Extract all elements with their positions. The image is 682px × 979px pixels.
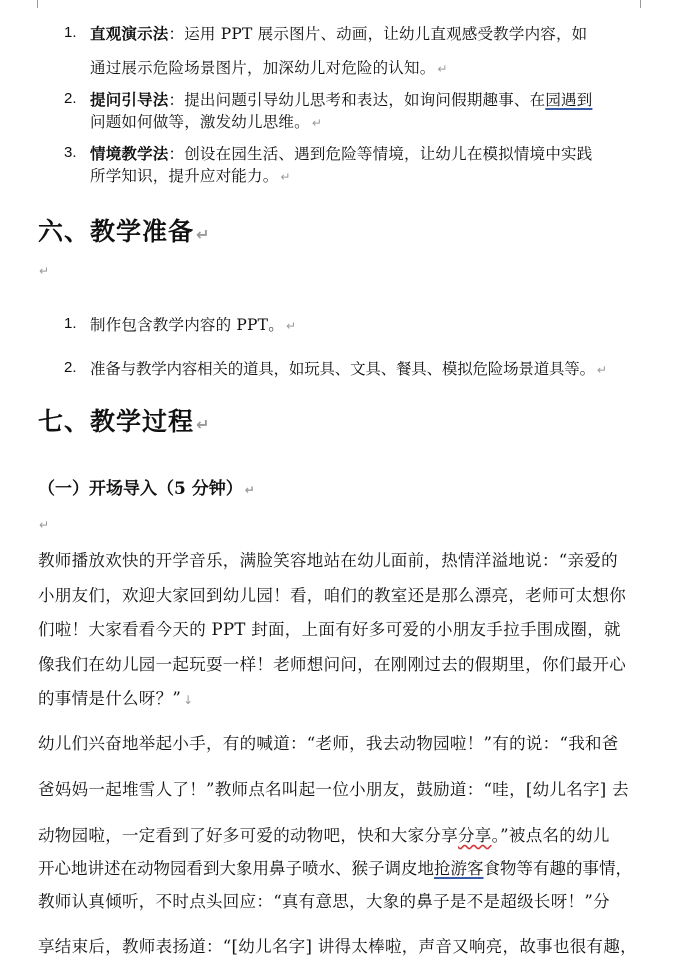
list-number: 1. xyxy=(64,24,77,41)
section-heading: 六、教学准备 ↵ xyxy=(38,217,211,246)
method-name: 情境教学法 xyxy=(90,144,169,163)
body-text-line: 像我们在幼儿园一起玩耍一样！老师想问问，在刚刚过去的假期里，你们最开心 xyxy=(38,655,626,674)
section-heading: 七、教学过程 ↵ xyxy=(38,407,211,436)
method-desc-cont: 通过展示危险场景图片，加深幼儿对危险的认知。 xyxy=(90,59,436,77)
paragraph-mark: ↵ xyxy=(280,170,291,184)
body-text-line: 们啦！大家看看今天的 PPT 封面，上面有好多可爱的小朋友手拉手围成圈，就 xyxy=(38,620,621,639)
body-text-line: 教师播放欢快的开学音乐，满脸笑容地站在幼儿面前，热情洋溢地说：“亲爱的 xyxy=(38,551,618,570)
subsection-heading: （一）开场导入（5 分钟） ↵ xyxy=(38,479,255,499)
body-text-line: 享结束后，教师表扬道：“[幼儿名字] 讲得太棒啦，声音又响亮，故事也很有趣， xyxy=(38,937,637,956)
method-desc-cont: 所学知识，提升应对能力。 xyxy=(90,167,279,185)
paragraph-mark: ↵ xyxy=(244,483,255,497)
paragraph-mark: ↵ xyxy=(437,62,448,76)
list-number: 3. xyxy=(64,144,77,161)
crop-mark-right xyxy=(640,0,641,8)
empty-paragraph: ↵ xyxy=(39,264,50,278)
paragraph-mark: ↵ xyxy=(311,116,323,130)
list-number: 2. xyxy=(64,90,77,107)
body-text-line: 的事情是什么呀？” ↓ xyxy=(38,689,194,708)
method-desc: ：运用 PPT 展示图片、动画，让幼儿直观感受教学内容，如 xyxy=(168,25,588,43)
method-desc: ：创设在园生活、遇到危险等情境，让幼儿在模拟情境中实践 xyxy=(168,145,593,163)
method-name: 直观演示法 xyxy=(90,24,169,43)
list-text: 准备与教学内容相关的道具，如玩具、文具、餐具、模拟危险场景道具等。 xyxy=(90,360,595,378)
line-break-mark: ↓ xyxy=(183,693,194,707)
crop-mark-left xyxy=(37,0,38,8)
body-text-line: 动物园啦，一定看到了好多可爱的动物吧，快和大家分享分享。”被点名的幼儿 xyxy=(38,826,610,845)
grammar-flag: 抢游客 xyxy=(434,859,484,878)
body-text-line: 小朋友们，欢迎大家回到幼儿园！看，咱们的教室还是那么漂亮，老师可太想你 xyxy=(38,586,626,605)
paragraph-mark: ↵ xyxy=(196,225,211,244)
paragraph-mark: ↵ xyxy=(285,319,297,333)
body-text-line: 幼儿们兴奋地举起小手，有的喊道：“老师，我去动物园啦！”有的说：“我和爸 xyxy=(38,734,619,753)
list-number: 1. xyxy=(64,315,77,332)
method-desc: ：提出问题引导幼儿思考和表达，如询问假期趣事、在 xyxy=(168,91,546,109)
list-number: 2. xyxy=(64,359,77,376)
spelling-flag: 分享 xyxy=(458,826,492,845)
paragraph-mark: ↵ xyxy=(196,415,211,434)
list-text: 制作包含教学内容的 PPT。 xyxy=(90,316,284,334)
method-name: 提问引导法 xyxy=(90,90,169,109)
method-desc-cont: 问题如何做等，激发幼儿思维。 xyxy=(90,113,310,131)
grammar-flag: 园遇到 xyxy=(545,91,593,109)
body-text-line: 教师认真倾听，不时点头回应：“真有意思，大象的鼻子是不是超级长呀！”分 xyxy=(38,892,610,911)
empty-paragraph: ↵ xyxy=(39,518,50,532)
body-text-line: 爸妈妈一起堆雪人了！”教师点名叫起一位小朋友，鼓励道：“哇，[幼儿名字] 去 xyxy=(38,780,629,799)
body-text-line: 开心地讲述在动物园看到大象用鼻子喷水、猴子调皮地抢游客食物等有趣的事情， xyxy=(38,859,632,878)
paragraph-mark: ↵ xyxy=(596,363,607,377)
